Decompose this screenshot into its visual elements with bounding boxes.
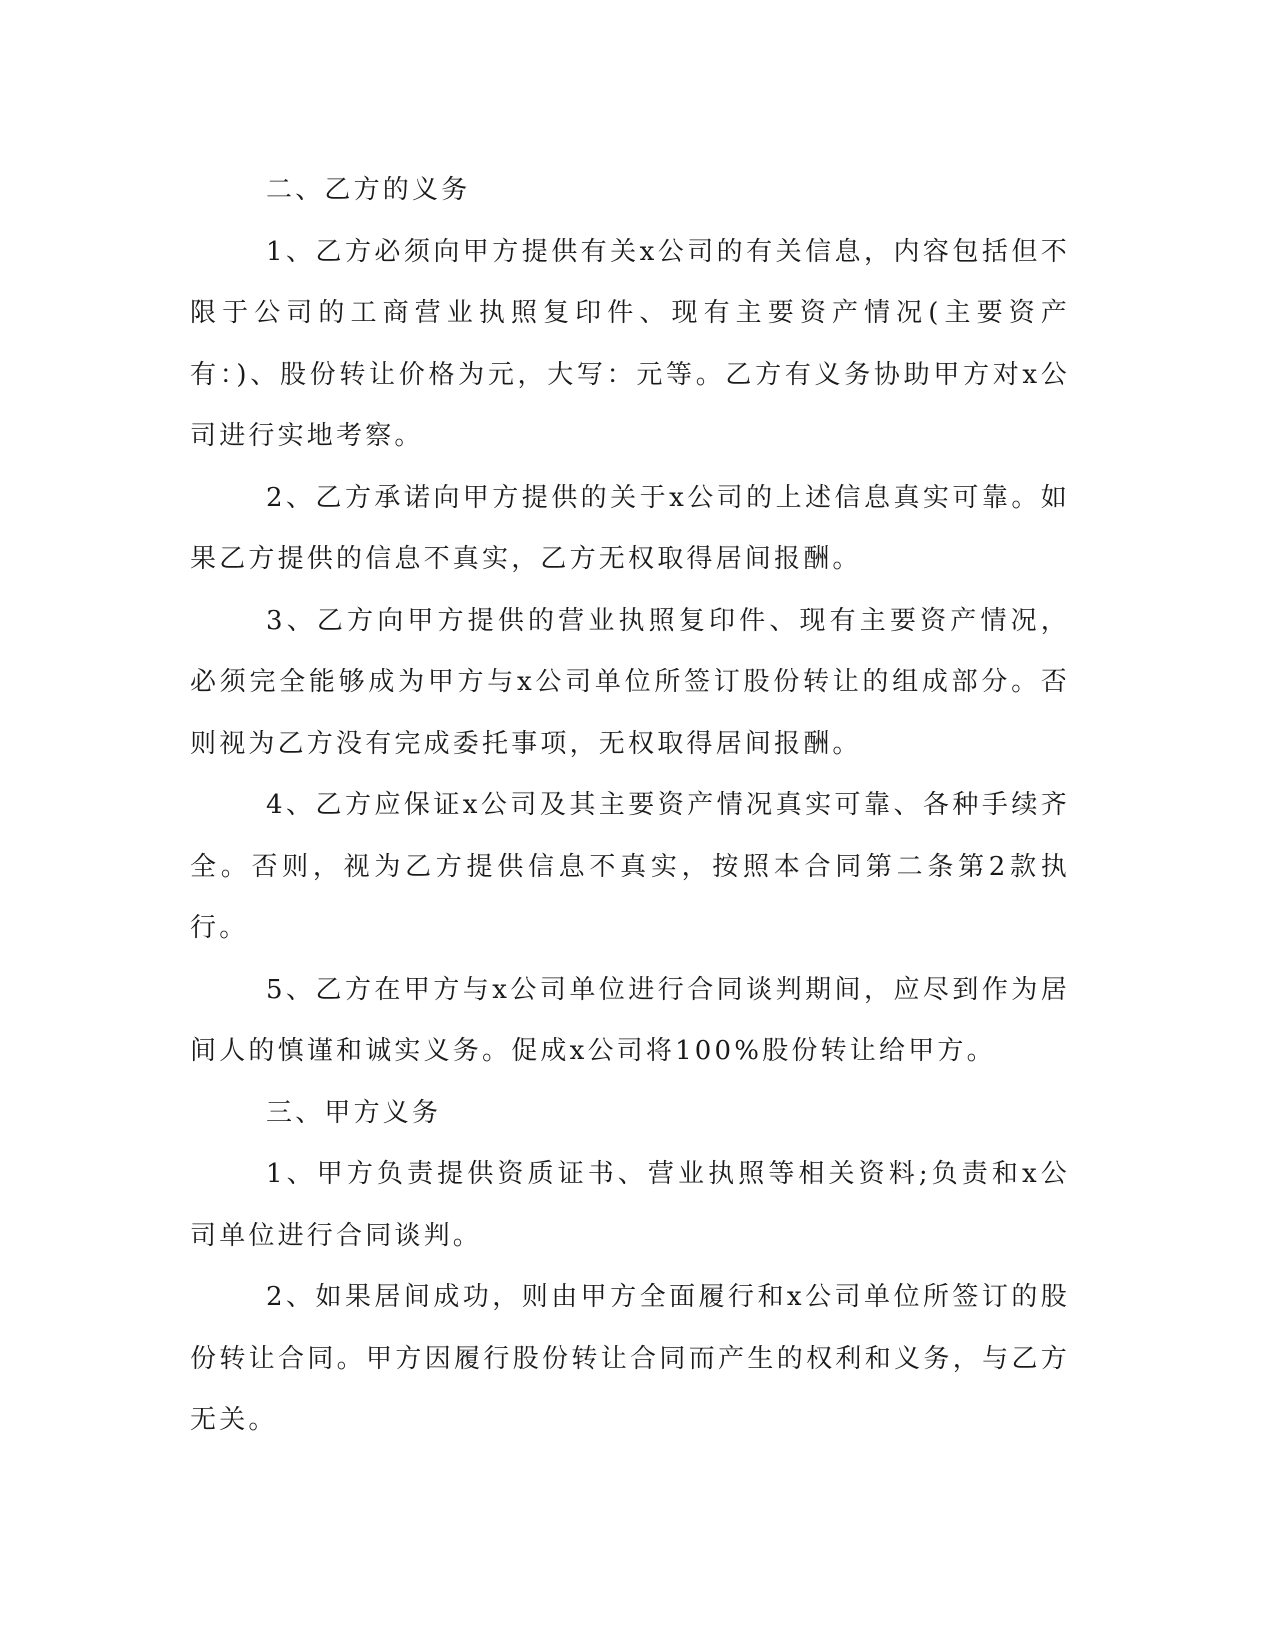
party-a-clause-1: 1、甲方负责提供资质证书、营业执照等相关资料;负责和x公司单位进行合同谈判。 <box>190 1159 1070 1251</box>
party-a-clause-2: 2、如果居间成功，则由甲方全面履行和x公司单位所签订的股份转让合同。甲方因履行股份转让合同而产生的权利和义务，与乙方无关。 <box>190 1282 1070 1435</box>
party-b-clause-5: 5、乙方在甲方与x公司单位进行合同谈判期间，应尽到作为居间人的慎谨和诚实义务。促成x公司将100%股份转让给甲方。 <box>190 974 1070 1066</box>
party-b-clause-2: 2、乙方承诺向甲方提供的关于x公司的上述信息真实可靠。如果乙方提供的信息不真实，乙方无权取得居间报酬。 <box>190 482 1070 574</box>
document-body <box>190 160 1070 1452</box>
party-b-clause-3: 3、乙方向甲方提供的营业执照复印件、现有主要资产情况，必须完全能够成为甲方与x公司单位所签订股份转让的组成部分。否则视为乙方没有完成委托事项，无权取得居间报酬。 <box>190 605 1070 759</box>
party-b-clause-1: 1、乙方必须向甲方提供有关x公司的有关信息，内容包括但不限于公司的工商营业执照复印件、现有主要资产情况(主要资产有：)、股份转让价格为元，大写：元等。乙方有义务协助甲方对x公司进行实地考察。 <box>190 236 1070 451</box>
section-heading-party-a-obligations: 三、甲方义务 <box>266 1097 442 1128</box>
party-b-clause-4: 4、乙方应保证x公司及其主要资产情况真实可靠、各种手续齐全。否则，视为乙方提供信息不真实，按照本合同第二条第2款执行。 <box>190 790 1070 943</box>
section-heading-party-b-obligations: 二、乙方的义务 <box>266 175 471 205</box>
